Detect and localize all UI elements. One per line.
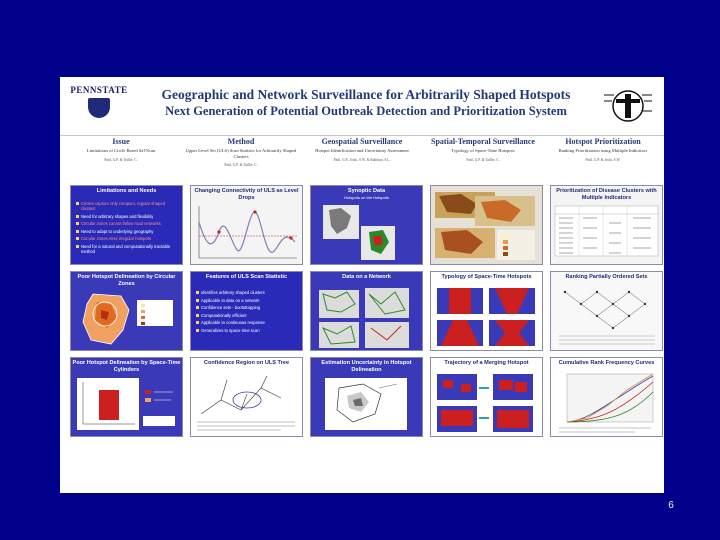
bullet-text: Identifies arbitrary shaped clusters xyxy=(201,290,265,295)
column-header-spatial-temporal xyxy=(424,137,542,162)
bullet-text: Circles capture only compact, regular shaped clusters xyxy=(81,201,166,211)
bullet-item xyxy=(196,290,298,295)
bullet-list xyxy=(76,201,178,257)
poster-title: Geographic and Network Surveillance for Arbitrarily Shaped Hotspots xyxy=(161,87,571,102)
bullet-icon xyxy=(196,299,199,302)
bullet-text: Circular zones miss irregular hotspots xyxy=(81,236,152,242)
network-maps xyxy=(311,284,422,350)
column-title: Geospatial Surveillance xyxy=(321,137,403,146)
bullet-item xyxy=(196,328,298,333)
institute-emblem-icon xyxy=(602,85,654,127)
panel-uls-connectivity xyxy=(190,185,303,265)
panel-title: Ranking Partially Ordered Sets xyxy=(565,274,648,280)
bullet-item xyxy=(196,320,298,325)
panel-ranking-posets xyxy=(550,271,663,351)
column-title: Issue xyxy=(112,137,130,146)
column-subtitle: Upper Level Set (ULS) Scan Statistic for Arbitrarily Shaped Clusters xyxy=(185,148,297,159)
column-title: Spatial-Temporal Surveillance xyxy=(431,137,535,146)
space-time-cylinder-plot xyxy=(71,376,182,436)
panel-title: Prioritization of Disease Clusters with Multiple Indicators xyxy=(556,188,657,201)
panel-confidence-region xyxy=(190,357,303,437)
bullet-item xyxy=(76,214,178,219)
panel-poor-cylinders xyxy=(70,357,183,437)
bullet-text: Applicable to continuous response xyxy=(201,320,265,326)
bullet-item xyxy=(76,244,178,254)
column-credit: Patil, G.P. & Joshi, S.W. xyxy=(585,157,621,162)
column-header-geospatial xyxy=(303,137,421,162)
panel-title: Confidence Region on ULS Tree xyxy=(203,360,290,366)
bullet-icon xyxy=(76,230,79,233)
bullet-icon xyxy=(76,237,79,240)
poster-subtitle: Next Generation of Potential Outbreak Detection and Prioritization System xyxy=(165,104,567,118)
column-header-issue xyxy=(62,137,180,162)
column-title: Hotspot Prioritization xyxy=(565,137,641,146)
panel-prioritization xyxy=(550,185,663,265)
bullet-icon xyxy=(76,202,79,205)
panel-title: Features of ULS Scan Statistic xyxy=(205,274,288,280)
bullet-icon xyxy=(76,245,79,248)
panel-title: Typology of Space-Time Hotspots xyxy=(441,274,532,280)
panel-network-data xyxy=(310,271,423,351)
cumulative-rank-curves xyxy=(551,370,662,436)
bullet-item xyxy=(196,313,298,318)
bullet-item xyxy=(196,305,298,310)
indicator-table xyxy=(551,204,662,264)
bullet-text: Need for arbitrary shapes and flexibility xyxy=(81,213,154,219)
panel-estimation-uncertainty xyxy=(310,357,423,437)
slide-page-number: 6 xyxy=(668,500,674,511)
column-header-method xyxy=(182,137,300,168)
bullet-text: Circular zones cannot follow road networks xyxy=(81,221,161,227)
column-subtitle: Limitations of Circle Based SaTScan xyxy=(86,148,156,153)
bullet-item xyxy=(196,298,298,303)
bullet-text: Computationally efficient xyxy=(201,312,247,318)
bullet-text: Generalizes to space-time scan xyxy=(201,327,260,333)
circular-zones-map xyxy=(71,290,182,350)
column-credit: Patil, G.P., Joshi, S.W. & Rathbun, S.L. xyxy=(333,157,391,162)
bullet-icon xyxy=(196,329,199,332)
bullet-icon xyxy=(196,321,199,324)
panel-merging-hotspot xyxy=(430,357,543,437)
bullet-icon xyxy=(196,291,199,294)
panel-title: Poor Hotspot Delineation by Circular Zones xyxy=(77,274,176,287)
column-credit: Patil, G.P. & Taillie, C. xyxy=(466,157,500,162)
bullet-icon xyxy=(76,222,79,225)
bullet-item xyxy=(76,229,178,234)
bullet-text: Need to adapt to underlying geography xyxy=(81,228,154,234)
synoptic-maps xyxy=(311,202,422,264)
column-subtitle: Hotspot Identification and Uncertainty Assessment xyxy=(315,148,409,153)
bullet-icon xyxy=(76,215,79,218)
poster-header xyxy=(60,77,664,136)
uls-connectivity-curve xyxy=(191,202,302,264)
space-time-maps xyxy=(431,188,542,264)
pennstate-logo xyxy=(70,85,128,127)
bullet-icon xyxy=(196,306,199,309)
panel-title: Poor Hotspot Delineation by Space-Time Cylinders xyxy=(72,360,181,373)
panel-cumulative-rank xyxy=(550,357,663,437)
poster xyxy=(60,77,664,493)
bullet-item xyxy=(76,236,178,241)
bullet-text: Need for a natural and computationally tractable method xyxy=(81,243,171,254)
merging-hotspot-frames xyxy=(431,370,542,436)
panel-title: Limitations and Needs xyxy=(96,188,157,194)
bullet-list xyxy=(196,290,298,336)
panel-title: Synoptic Data xyxy=(347,188,386,194)
panel-space-time-maps xyxy=(430,185,543,265)
shield-icon xyxy=(88,98,110,118)
hasse-diagram xyxy=(551,284,662,350)
column-credit: Patil, G.P. & Taillie, C. xyxy=(104,157,138,162)
panel-limitations xyxy=(70,185,183,265)
bullet-icon xyxy=(196,314,199,317)
panel-poor-circular xyxy=(70,271,183,351)
panel-title: Data on a Network xyxy=(342,274,391,280)
column-headers xyxy=(60,137,664,181)
panel-synoptic-data xyxy=(310,185,423,265)
panel-title: Cumulative Rank Frequency Curves xyxy=(558,360,655,366)
column-subtitle: Ranking Prioritization using Multiple Indicators xyxy=(558,148,648,153)
panel-title: Changing Connectivity of ULS as Level Drops xyxy=(194,188,299,201)
panel-uls-features xyxy=(190,271,303,351)
column-header-prioritization xyxy=(544,137,662,162)
column-title: Method xyxy=(227,137,255,146)
typology-diagrams xyxy=(431,284,542,350)
panel-title: Estimation Uncertainty in Hotspot Delineation xyxy=(321,360,412,373)
bullet-item xyxy=(76,201,178,211)
bullet-text: Applicable to data on a network xyxy=(201,297,260,303)
bullet-text: Confidence sets - bootstrapping xyxy=(201,305,261,311)
panel-title: Trajectory of a Merging Hotspot xyxy=(444,360,529,366)
column-subtitle: Typology of Space-Time Hotspots xyxy=(451,148,515,153)
uls-tree-diagram xyxy=(191,370,302,436)
bullet-item xyxy=(76,221,178,226)
panel-subtitle: Hotspots on the Hotspots xyxy=(344,195,389,200)
column-credit: Patil, G.P. & Taillie, C. xyxy=(224,163,258,168)
panel-typology xyxy=(430,271,543,351)
uncertainty-map xyxy=(311,374,422,436)
pennstate-wordmark: PENNSTATE xyxy=(70,85,128,95)
